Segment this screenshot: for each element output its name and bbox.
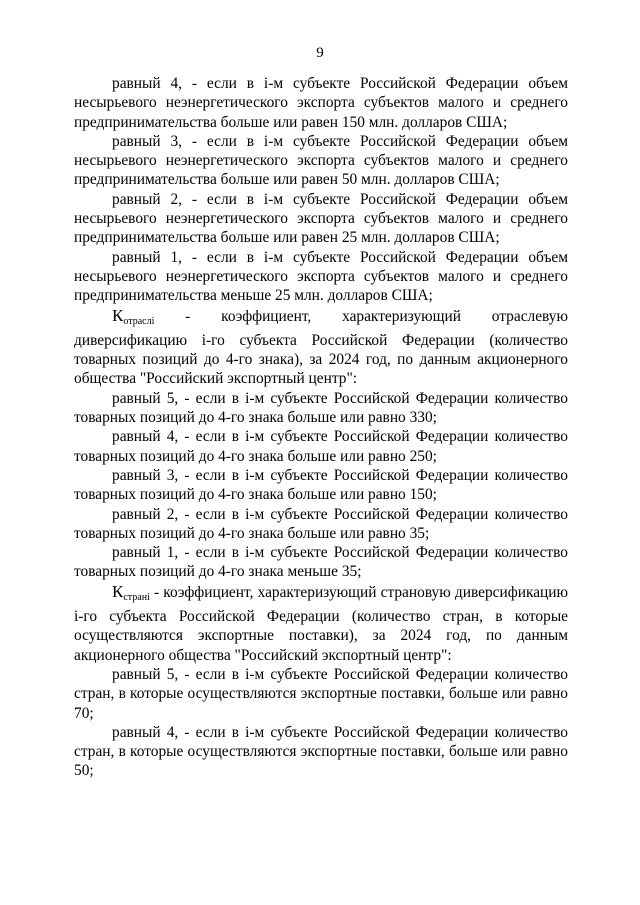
paragraph: равный 5, - если в i-м субъекте Российской Федерации количество товарных позиций до 4-го знака больше или равно 330; xyxy=(74,389,568,427)
paragraph: равный 2, - если в i-м субъекте Российской Федерации количество товарных позиций до 4-го знака больше или равно 35; xyxy=(74,505,568,542)
coefficient-symbol xyxy=(112,306,154,325)
coefficient-description: - коэффициент, характеризующий страновую диверсификацию i-го субъекта Российской Федерации (количество стран, в которые осуществляются экспортные поставки), за 2024 год, по данным акционерного общества "Российский экспортный центр": xyxy=(74,583,568,664)
coefficient-definition-industry xyxy=(74,306,568,389)
paragraph: равный 3, - если в i-м субъекте Российской Федерации объем несырьевого неэнергетического экспорта субъектов малого и среднего предпринимательства больше или равен 50 млн. долларов США; xyxy=(74,132,568,189)
coefficient-subscript: отраслі xyxy=(123,315,155,327)
document-body xyxy=(74,74,568,781)
paragraph: равный 1, - если в i-м субъекте Российской Федерации количество товарных позиций до 4-го знака меньше 35; xyxy=(74,544,568,581)
coefficient-definition-country xyxy=(74,582,568,665)
paragraph: равный 2, - если в i-м субъекте Российской Федерации объем несырьевого неэнергетического экспорта субъектов малого и среднего предпринимательства больше или равен 25 млн. долларов США; xyxy=(74,190,568,247)
coefficient-description: - коэффициент, характеризующий отраслевую диверсификацию i-го субъекта Российской Федерации (количество товарных позиций до 4-го знака), за 2024 год, по данным акционерного общества "Российский экспортный центр": xyxy=(74,307,568,388)
paragraph: равный 4, - если в i-м субъекте Российской Федерации количество товарных позиций до 4-го знака больше или равно 250; xyxy=(74,428,568,465)
coefficient-letter: К xyxy=(112,581,124,601)
paragraph: равный 4, - если в i-м субъекте Российской Федерации количество стран, в которые осуществляются экспортные поставки, больше или равно 50; xyxy=(74,723,568,780)
paragraph: равный 4, - если в i-м субъекте Российской Федерации объем несырьевого неэнергетического экспорта субъектов малого и среднего предпринимательства больше или равен 150 млн. долларов США; xyxy=(74,75,568,131)
coefficient-letter: К xyxy=(112,305,124,325)
paragraph: равный 5, - если в i-м субъекте Российской Федерации количество стран, в которые осуществляются экспортные поставки, больше или равно 70; xyxy=(74,665,568,722)
paragraph: равный 1, - если в i-м субъекте Российской Федерации объем несырьевого неэнергетического экспорта субъектов малого и среднего предпринимательства меньше 25 млн. долларов США; xyxy=(74,248,568,305)
coefficient-subscript: страні xyxy=(123,591,150,603)
coefficient-symbol xyxy=(112,582,150,601)
paragraph: равный 3, - если в i-м субъекте Российской Федерации количество товарных позиций до 4-го знака больше или равно 150; xyxy=(74,466,568,504)
page-number: 9 xyxy=(316,45,324,61)
